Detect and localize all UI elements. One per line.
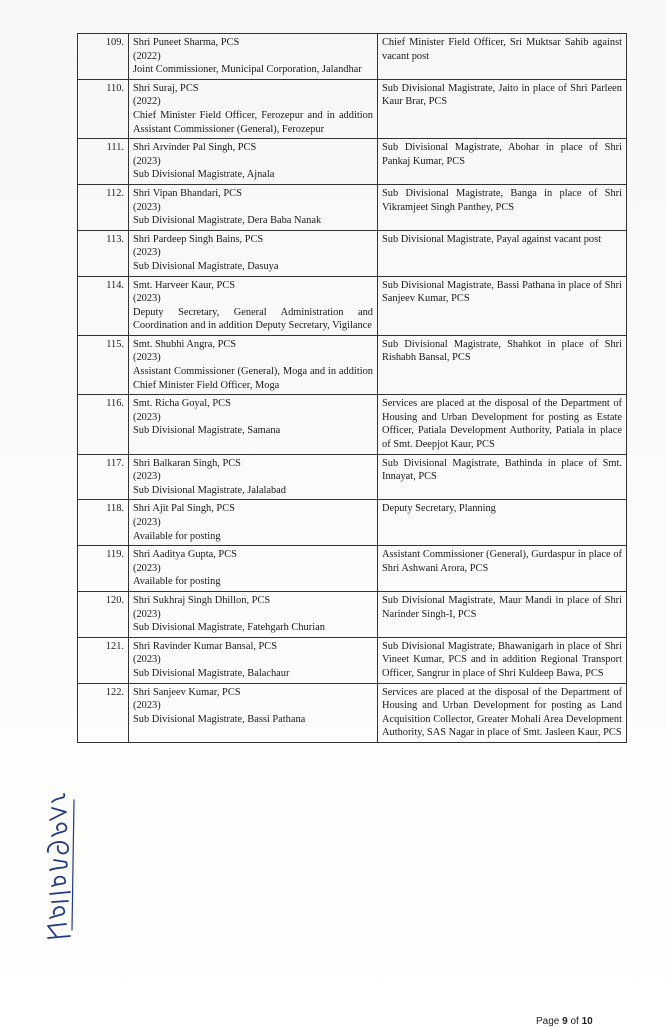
table-row [78, 500, 627, 546]
table-row [78, 591, 627, 637]
officer-cell [129, 335, 378, 394]
table-row [78, 683, 627, 742]
officer-name: Shri Vipan Bhandari, PCS [133, 187, 242, 199]
new-posting: Sub Divisional Magistrate, Bathinda in place of Smt. Innayat, PCS [378, 454, 627, 500]
officer-cell [129, 683, 378, 742]
serial-number: 122. [78, 683, 129, 742]
new-posting: Sub Divisional Magistrate, Banga in place of Shri Vikramjeet Singh Panthey, PCS [378, 184, 627, 230]
officer-name: Shri Sanjeev Kumar, PCS [133, 686, 241, 698]
current-posting: Sub Divisional Magistrate, Dera Baba Nanak [133, 215, 322, 227]
table-row [78, 546, 627, 592]
officer-cell [129, 637, 378, 683]
officer-cell [129, 454, 378, 500]
officer-name: Shri Pardeep Singh Bains, PCS [133, 233, 264, 245]
table-row [78, 230, 627, 276]
new-posting: Sub Divisional Magistrate, Abohar in place of Shri Pankaj Kumar, PCS [378, 139, 627, 185]
table-body [78, 34, 627, 743]
new-posting: Sub Divisional Magistrate, Payal against vacant post [378, 230, 627, 276]
serial-number: 118. [78, 500, 129, 546]
batch-year: (2023) [133, 352, 161, 364]
serial-number: 117. [78, 454, 129, 500]
serial-number: 121. [78, 637, 129, 683]
new-posting: Sub Divisional Magistrate, Bhawanigarh in place of Shri Vineet Kumar, PCS and in addition Regional Transport Officer, Sangrur in place of Shri Kuldeep Bawa, PCS [378, 637, 627, 683]
serial-number: 119. [78, 546, 129, 592]
serial-number: 120. [78, 591, 129, 637]
officer-cell [129, 500, 378, 546]
new-posting: Sub Divisional Magistrate, Shahkot in place of Shri Rishabh Bansal, PCS [378, 335, 627, 394]
batch-year: (2023) [133, 247, 161, 259]
officer-cell [129, 139, 378, 185]
serial-number: 114. [78, 276, 129, 335]
current-posting: Available for posting [133, 576, 221, 588]
table-row [78, 139, 627, 185]
batch-year: (2023) [133, 293, 161, 305]
table-row [78, 335, 627, 394]
of-word: of [570, 1016, 579, 1027]
officer-name: Smt. Harveer Kaur, PCS [133, 279, 236, 291]
new-posting: Assistant Commissioner (General), Gurdaspur in place of Shri Ashwani Arora, PCS [378, 546, 627, 592]
new-posting: Sub Divisional Magistrate, Jaito in place of Shri Parleen Kaur Brar, PCS [378, 79, 627, 138]
new-posting: Services are placed at the disposal of the Department of Housing and Urban Development for posting as Estate Officer, Patiala Development Authority, Patiala in place of Smt. Deepjot Kaur, PCS [378, 395, 627, 454]
current-posting: Sub Divisional Magistrate, Jalalabad [133, 484, 286, 496]
serial-number: 111. [78, 139, 129, 185]
officer-cell [129, 276, 378, 335]
handwritten-signature [36, 790, 84, 940]
batch-year: (2023) [133, 608, 161, 620]
current-page: 9 [562, 1016, 568, 1027]
current-posting: Assistant Commissioner (General), Moga and in addition Chief Minister Field Officer, Moga [133, 366, 373, 391]
current-posting: Sub Divisional Magistrate, Bassi Pathana [133, 713, 306, 725]
batch-year: (2023) [133, 562, 161, 574]
batch-year: (2023) [133, 201, 161, 213]
serial-number: 116. [78, 395, 129, 454]
table-row [78, 184, 627, 230]
batch-year: (2022) [133, 50, 161, 62]
current-posting: Deputy Secretary, General Administration and Coordination and in addition Deputy Secretary, Vigilance [133, 306, 373, 332]
table-row [78, 395, 627, 454]
serial-number: 109. [78, 34, 129, 80]
new-posting: Deputy Secretary, Planning [378, 500, 627, 546]
batch-year: (2023) [133, 155, 161, 167]
officer-name: Shri Puneet Sharma, PCS [133, 37, 240, 48]
page-word: Page [536, 1016, 560, 1027]
batch-year: (2023) [133, 700, 161, 712]
officer-cell [129, 395, 378, 454]
current-posting: Joint Commissioner, Municipal Corporation, Jalandhar [133, 64, 362, 76]
current-posting: Sub Divisional Magistrate, Samana [133, 425, 281, 437]
table-row [78, 34, 627, 80]
officer-name: Shri Sukhraj Singh Dhillon, PCS [133, 594, 271, 606]
officer-name: Shri Ajit Pal Singh, PCS [133, 503, 235, 515]
officer-name: Shri Suraj, PCS [133, 82, 199, 94]
officer-name: Smt. Richa Goyal, PCS [133, 398, 231, 410]
new-posting: Chief Minister Field Officer, Sri Muktsar Sahib against vacant post [378, 34, 627, 80]
new-posting: Sub Divisional Magistrate, Bassi Pathana in place of Shri Sanjeev Kumar, PCS [378, 276, 627, 335]
new-posting: Services are placed at the disposal of the Department of Housing and Urban Development for posting as Land Acquisition Collector, Greater Mohali Area Development Authority, SAS Nagar in place of Smt. Jasleen Kaur, PCS [378, 683, 627, 742]
signature-scribble [36, 790, 84, 940]
page-number [536, 1016, 593, 1027]
batch-year: (2023) [133, 411, 161, 423]
total-pages: 10 [581, 1016, 593, 1027]
table-row [78, 454, 627, 500]
officer-cell [129, 34, 378, 80]
table-row [78, 79, 627, 138]
officer-name: Smt. Shubhi Angra, PCS [133, 338, 237, 350]
serial-number: 112. [78, 184, 129, 230]
officer-name: Shri Balkaran Singh, PCS [133, 457, 241, 469]
serial-number: 113. [78, 230, 129, 276]
batch-year: (2023) [133, 471, 161, 483]
officer-cell [129, 184, 378, 230]
current-posting: Chief Minister Field Officer, Ferozepur and in addition Assistant Commissioner (General), Ferozepur [133, 109, 373, 135]
current-posting: Sub Divisional Magistrate, Balachaur [133, 667, 290, 679]
officer-name: Shri Ravinder Kumar Bansal, PCS [133, 640, 278, 652]
transfer-orders-table [77, 33, 627, 743]
batch-year: (2023) [133, 654, 161, 666]
new-posting: Sub Divisional Magistrate, Maur Mandi in place of Shri Narinder Singh-I, PCS [378, 591, 627, 637]
officer-cell [129, 591, 378, 637]
table-row [78, 276, 627, 335]
officer-cell [129, 546, 378, 592]
serial-number: 110. [78, 79, 129, 138]
current-posting: Sub Divisional Magistrate, Dasuya [133, 260, 279, 272]
current-posting: Available for posting [133, 530, 221, 542]
current-posting: Sub Divisional Magistrate, Fatehgarh Churian [133, 622, 325, 634]
officer-name: Shri Arvinder Pal Singh, PCS [133, 142, 257, 154]
officer-cell [129, 79, 378, 138]
officer-name: Shri Aaditya Gupta, PCS [133, 549, 237, 561]
current-posting: Sub Divisional Magistrate, Ajnala [133, 169, 275, 181]
batch-year: (2022) [133, 96, 161, 108]
batch-year: (2023) [133, 517, 161, 528]
officer-cell [129, 230, 378, 276]
serial-number: 115. [78, 335, 129, 394]
table-row [78, 637, 627, 683]
